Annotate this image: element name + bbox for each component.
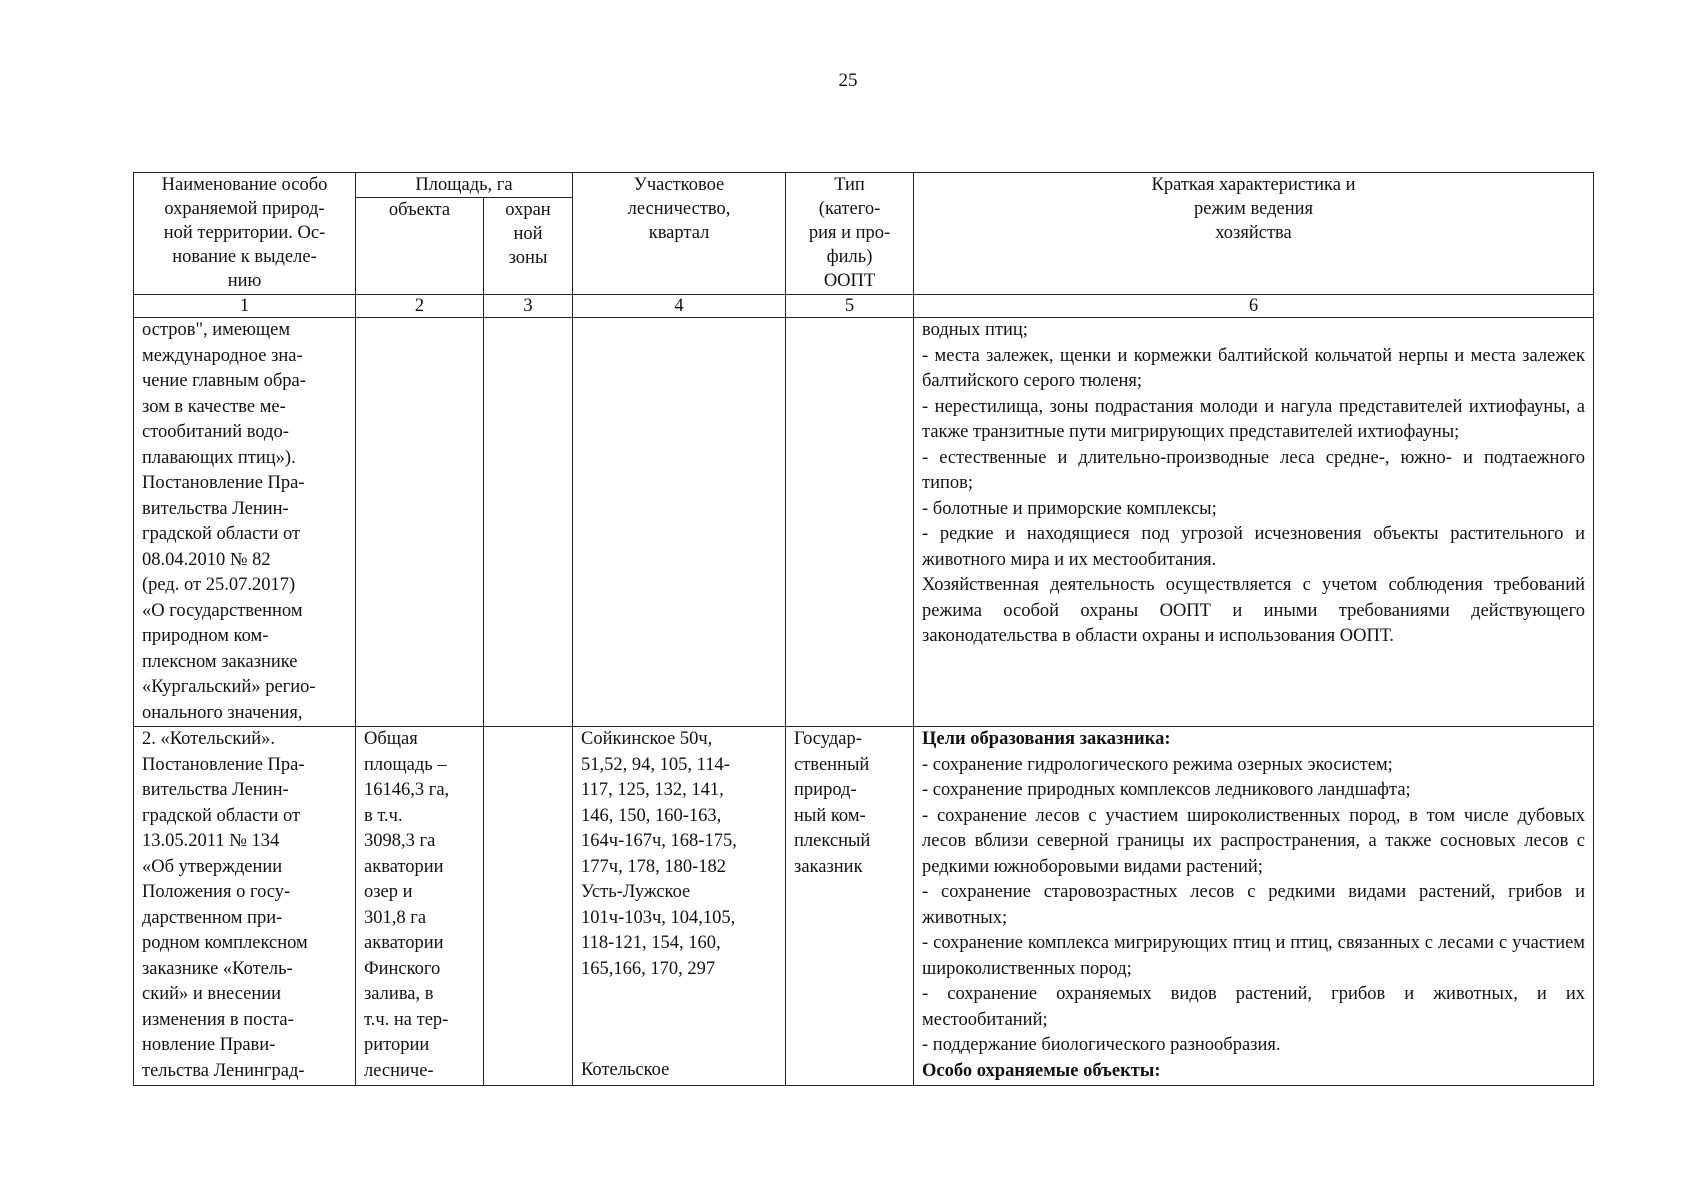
section-heading: Особо охраняемые объекты: bbox=[922, 1060, 1161, 1081]
text-line: 165,166, 170, 297 bbox=[581, 958, 716, 979]
cell-buffer-zone bbox=[484, 727, 573, 1086]
header-characteristics bbox=[914, 173, 1594, 295]
text-line: Постановление Пра- bbox=[142, 473, 305, 493]
text-line: лесничество, bbox=[627, 199, 731, 219]
text-line: рия и про- bbox=[808, 223, 891, 243]
text-line: стообитаний водо- bbox=[142, 422, 289, 442]
text-line: охраняемой природ- bbox=[164, 199, 325, 219]
cell-buffer-zone bbox=[484, 318, 573, 727]
text-line: 164ч-167ч, 168-175, bbox=[581, 831, 737, 851]
text-line: природ- bbox=[794, 780, 857, 800]
page-number: 25 bbox=[838, 70, 858, 91]
text-line: Участковое bbox=[633, 175, 725, 195]
text-line: ООПТ bbox=[823, 271, 876, 291]
text-line: новление Прави- bbox=[142, 1035, 276, 1055]
text-line: Краткая характеристика и bbox=[1151, 175, 1356, 195]
column-number: 2 bbox=[356, 295, 484, 318]
text-line: зом в качестве ме- bbox=[142, 396, 286, 417]
text-line: плексный bbox=[794, 831, 871, 851]
text-line: чение главным обра- bbox=[142, 371, 306, 391]
text-line: режим ведения bbox=[1194, 199, 1314, 219]
text-line: ной bbox=[513, 224, 543, 244]
text-line: плавающих птиц»). bbox=[142, 447, 296, 468]
column-number: 6 bbox=[914, 295, 1594, 318]
text-line: международное зна- bbox=[142, 345, 303, 366]
protected-areas-table bbox=[133, 172, 1594, 1086]
text-line: - естественные и длительно-производные леса средне-, южно- и подтаежного типов; bbox=[922, 447, 1586, 493]
text-line: - сохранение лесов с участием широколиственных пород, в том числе дубовых лесов вблизи северной границы их распространения, а также сосновых лесов с редкими южноборовыми видами растений; bbox=[922, 805, 1586, 877]
text-line: ский» и внесении bbox=[142, 984, 282, 1004]
text-line: - сохранение природных комплексов ледникового ландшафта; bbox=[922, 780, 1411, 800]
cell-name bbox=[134, 318, 356, 727]
text-line: родном комплексном bbox=[142, 933, 308, 953]
cell-characteristics bbox=[914, 727, 1594, 1086]
text-line: ный ком- bbox=[794, 805, 866, 826]
text-line: водных птиц; bbox=[922, 320, 1028, 340]
text-line: заказник bbox=[794, 856, 863, 877]
text-line: залива, в bbox=[364, 984, 434, 1004]
header-type bbox=[786, 173, 914, 295]
text-line: ной территории. Ос- bbox=[163, 223, 326, 243]
text-line: Постановление Пра- bbox=[142, 754, 305, 775]
text-line: акватории bbox=[364, 856, 444, 877]
text-line: онального значения, bbox=[142, 702, 303, 723]
text-line: 117, 125, 132, 141, bbox=[581, 780, 724, 800]
table-row bbox=[134, 318, 1594, 727]
text-line: - болотные и приморские комплексы; bbox=[922, 498, 1217, 519]
text-line: филь) bbox=[826, 247, 873, 267]
text-line: Общая bbox=[364, 729, 418, 749]
text-line: природном ком- bbox=[142, 626, 269, 646]
text-line: 51,52, 94, 105, 114- bbox=[581, 754, 730, 775]
text-line: «Кургальский» регио- bbox=[142, 677, 316, 697]
header-area: Площадь, га bbox=[356, 173, 573, 198]
cell-type bbox=[786, 318, 914, 727]
text-line: - поддержание биологического разнообразия. bbox=[922, 1035, 1281, 1055]
text-line: хозяйства bbox=[1215, 223, 1292, 243]
text-line: - сохранение гидрологического режима озерных экосистем; bbox=[922, 754, 1393, 775]
text-line: т.ч. на тер- bbox=[364, 1009, 449, 1030]
cell-type bbox=[786, 727, 914, 1086]
text-line: 13.05.2011 № 134 bbox=[142, 831, 280, 851]
text-line: 301,8 га bbox=[364, 907, 427, 928]
text-line: озер и bbox=[364, 882, 413, 902]
text-line: ственный bbox=[794, 754, 870, 775]
forestry-name: Котельское bbox=[581, 1060, 670, 1080]
text-line: 3098,3 га bbox=[364, 831, 436, 851]
text-line: Наименование особо bbox=[161, 175, 328, 195]
text-line: - сохранение старовозрастных лесов с редкими видами растений, грибов и животных; bbox=[922, 882, 1586, 928]
table-row bbox=[134, 727, 1594, 1086]
text-line: градской области от bbox=[142, 805, 301, 826]
text-line: изменения в поста- bbox=[142, 1009, 294, 1030]
text-line: - сохранение охраняемых видов растений, грибов и животных, и их местообитаний; bbox=[922, 984, 1586, 1030]
text-line: 146, 150, 160-163, bbox=[581, 805, 722, 826]
cell-forestry bbox=[573, 727, 786, 1086]
text-line: нование к выделе- bbox=[172, 247, 317, 267]
text-line: Тип bbox=[834, 175, 865, 195]
cell-forestry bbox=[573, 318, 786, 727]
text-line: Хозяйственная деятельность осуществляется с учетом соблюдения требований режима особой охраны ООПТ и иными требованиями действующего законодательства в области охраны и использования ООПТ. bbox=[922, 575, 1586, 646]
header-object-area: объекта bbox=[356, 198, 484, 295]
text-line: - сохранение комплекса мигрирующих птиц и птиц, связанных с лесами с участием широколиственных пород; bbox=[922, 933, 1586, 979]
text-line: (катего- bbox=[818, 199, 881, 219]
section-heading: Цели образования заказника: bbox=[922, 729, 1171, 749]
text-line: ритории bbox=[364, 1035, 430, 1055]
column-number: 5 bbox=[786, 295, 914, 318]
text-line: акватории bbox=[364, 933, 444, 953]
text-line: лесниче- bbox=[364, 1060, 434, 1081]
header-buffer-zone bbox=[484, 198, 573, 295]
header-forestry bbox=[573, 173, 786, 295]
text-line: плексном заказнике bbox=[142, 651, 298, 672]
cell-name bbox=[134, 727, 356, 1086]
text-line: 101ч-103ч, 104,105, bbox=[581, 907, 736, 928]
text-line: 118-121, 154, 160, bbox=[581, 933, 721, 953]
text-line: - редкие и находящиеся под угрозой исчезновения объекты растительного и животного мира и их местообитания. bbox=[922, 524, 1586, 570]
text-line: 08.04.2010 № 82 bbox=[142, 549, 271, 570]
cell-object-area bbox=[356, 727, 484, 1086]
text-line: в т.ч. bbox=[364, 805, 403, 826]
text-line: Сойкинское 50ч, bbox=[581, 729, 713, 749]
text-line: 16146,3 га, bbox=[364, 780, 450, 800]
text-line: Положения о госу- bbox=[142, 882, 291, 902]
text-line: зоны bbox=[508, 248, 548, 268]
text-line: (ред. от 25.07.2017) bbox=[142, 575, 296, 595]
header-name bbox=[134, 173, 356, 295]
text-line: «Об утверждении bbox=[142, 856, 283, 877]
column-number: 3 bbox=[484, 295, 573, 318]
cell-object-area bbox=[356, 318, 484, 727]
text-line: вительства Ленин- bbox=[142, 498, 289, 519]
text-line: 177ч, 178, 180-182 bbox=[581, 856, 726, 877]
text-line: «О государственном bbox=[142, 600, 303, 621]
text-line: дарственном при- bbox=[142, 907, 283, 928]
text-line: - нерестилища, зоны подрастания молоди и нагула представителей ихтиофауны, а также транзитные пути мигрирующих представителей ихтиофауны; bbox=[922, 396, 1586, 442]
column-number: 4 bbox=[573, 295, 786, 318]
text-line: тельства Ленинград- bbox=[142, 1060, 305, 1081]
text-line: вительства Ленин- bbox=[142, 780, 289, 800]
text-line: площадь – bbox=[364, 754, 447, 775]
text-line: - места залежек, щенки и кормежки балтийской кольчатой нерпы и места залежек балтийского серого тюленя; bbox=[922, 345, 1586, 391]
text-line: квартал bbox=[648, 223, 710, 243]
text-line: нию bbox=[227, 271, 262, 291]
text-line: Государ- bbox=[794, 729, 862, 749]
text-line: Финского bbox=[364, 958, 441, 979]
text-line: 2. «Котельский». bbox=[142, 729, 276, 749]
cell-characteristics bbox=[914, 318, 1594, 727]
text-line: Усть-Лужское bbox=[581, 882, 691, 902]
text-line: охран bbox=[505, 200, 551, 220]
column-number: 1 bbox=[134, 295, 356, 318]
text-line: градской области от bbox=[142, 524, 301, 544]
text-line: остров", имеющем bbox=[142, 320, 291, 340]
text-line: заказнике «Котель- bbox=[142, 958, 293, 979]
